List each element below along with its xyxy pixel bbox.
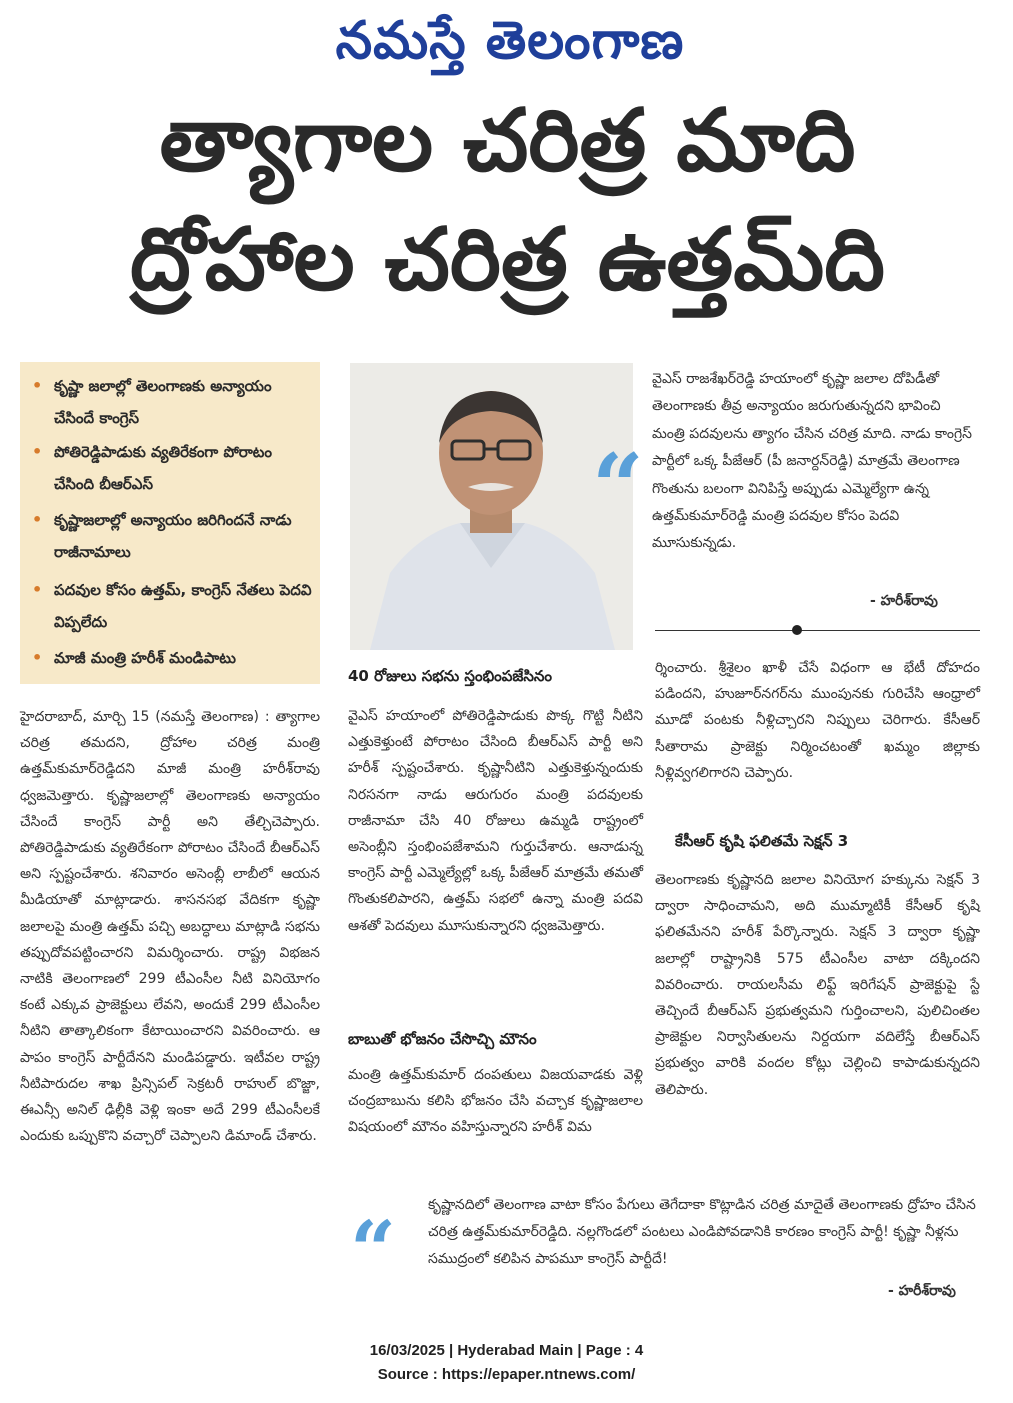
article-column-3b: తెలంగాణకు కృష్ణానది జలాల వినియోగ హక్కును సెక్షన్ 3 ద్వారా సాధించామని, అది ముమ్మాటికీ కేసీఆర్ కృషి ఫలితమేనని హరీశ్ పేర్కొన్నారు. సెక్షన్ 3 ద్వారా కృష్ణా జలాల్లో రాష్ట్రానికి 575 టీఎంసీల వాటా దక్కిందని వివరించారు. రాయలసీమ లిఫ్ట్ ఇరిగేషన్ ప్రాజెక్టుపై స్టే తెచ్చిందే బీఆర్‌ఎస్ ప్రభుత్వమని గుర్తించాలని, పులిచింతల ప్రాజెక్టుల నిర్వాసితులను నిర్దయగా వదిలేస్తే బీఆర్‌ఎస్ ప్రభుత్వం వారికి వందల కోట్లు చెల్లించి కాపాడుకున్నదని తెలిపారు.	[655, 872, 980, 1098]
highlights-box	[20, 362, 320, 684]
subheading-3: కేసీఆర్ కృషి ఫలితమే సెక్షన్ 3	[675, 832, 849, 850]
article-column-2a: వైఎస్ హయాంలో పోతిరెడ్డిపాడుకు పొక్క గొట్టి నీటిని ఎత్తుకెళ్తుంటే పోరాటం చేసింది బీఆర్‌ఎస్ పార్టీ అని హరీశ్ స్పష్టంచేశారు. కృష్ణానీటిని ఎత్తుకెళ్తున్నందుకు నిరసనగా నాడు ఆరుగురం మంత్రి పదవులకు రాజీనామా చేసి 40 రోజులు ఉమ్మడి రాష్ట్రంలో అసెంబ్లీని స్తంభింపజేశామని గుర్తుచేశారు. ఆనాడున్న కాంగ్రెస్ పార్టీ ఎమ్మెల్యేల్లో ఒక్క పీజేఆర్ మాత్రమే తమతో గొంతుకలిపారని, ఉత్తమ్ సభలో ఉన్నా మంత్రి పదవి ఆశతో పెదవులు మూసుకున్నారని ధ్వజమెత్తారు.	[348, 708, 643, 934]
headline-line-1: త్యాగాల చరిత్ర మాది	[159, 91, 856, 191]
pull-quote-1-author: - హరీశ్‌రావు	[870, 593, 938, 609]
bullet-icon: •	[32, 510, 43, 529]
pull-quote-2-author: - హరీశ్‌రావు	[888, 1283, 956, 1299]
bullet-icon: •	[32, 648, 43, 667]
pull-quote-2: కృష్ణానదిలో తెలంగాణ వాటా కోసం పేగులు తెగేదాకా కొట్లాడిన చరిత్ర మాదైతే తెలంగాణకు ద్రోహం చేసిన చరిత్ర ఉత్తమ్‌కుమార్‌రెడ్డిది. నల్లగొండలో పంటలు ఎండిపోవడానికి కారణం కాంగ్రెస్ పార్టీ! కృష్ణా నీళ్లను సముద్రంలో కలిపిన పాపమూ కాంగ్రెస్ పార్టీదే!	[428, 1197, 976, 1267]
portrait-photo	[350, 363, 633, 650]
highlight-item: • మాజీ మంత్రి హరీశ్ మండిపాటు	[32, 642, 314, 674]
portrait-illustration	[350, 363, 633, 650]
article-column-3a: ర్శించారు. శ్రీశైలం ఖాళీ చేసే విధంగా ఆ భేటీ దోహదం పడిందని, హుజూర్‌నగర్‌ను ముంపునకు గురిచేసి ఆంధ్రాలో మూడో పంటకు నీళ్లిచ్చారని నిప్పులు చెరిగారు. కేసీఆర్ సీతారామ ప్రాజెక్టు నిర్మించటంతో ఖమ్మం జిల్లాకు నీళ్లివ్వగలిగారని చెప్పారు.	[655, 660, 980, 781]
subheading-2: బాబుతో భోజనం చేసొచ్చి మౌనం	[348, 1030, 537, 1048]
highlight-item: • కృష్ణా జలాల్లో తెలంగాణకు అన్యాయం చేసిందే కాంగ్రెస్	[32, 370, 314, 434]
article-column-1: హైదరాబాద్, మార్చి 15 (నమస్తే తెలంగాణ) : త్యాగాల చరిత్ర తమదని, ద్రోహాల చరిత్ర మంత్రి ఉత్తమ్‌కుమార్‌రెడ్డిదని మాజీ మంత్రి హరీశ్‌రావు ధ్వజమెత్తారు. కృష్ణాజలాల్లో తెలంగాణకు అన్యాయం చేసిందే కాంగ్రెస్ పార్టీ అని తేల్చిచెప్పారు. పోతిరెడ్డిపాడుకు వ్యతిరేకంగా పోరాటం చేసిందే బీఆర్‌ఎస్ అని స్పష్టంచేశారు. శనివారం అసెంబ్లీ లాబీలో ఆయన మీడియాతో మాట్లాడారు. శాసనసభ వేదికగా కృష్ణా జలాలపై మంత్రి ఉత్తమ్ పచ్చి అబద్ధాలు మాట్లాడి సభను తప్పుదోవపట్టించారని విమర్శించారు. రాష్ట్ర విభజన నాటికి తెలంగాణలో 299 టీఎంసీల నీటి వినియోగం కంటే ఎక్కువ ప్రాజెక్టులు లేవని, అందుకే 299 టీఎంసీల నీటిని తాత్కాలికంగా కేటాయించారని వివరించారు. ఆ పాపం కాంగ్రెస్ పార్టీదేనని మండిపడ్డారు. ఇటీవల రాష్ట్ర నీటిపారుదల శాఖ ప్రిన్సిపల్ సెక్రటరీ రాహుల్ బొజ్జా, ఈఎన్సీ అనిల్ ఢిల్లీకి వెళ్లి ఇంకా అదే 299 టీఎంసీలకే ఎందుకు ఒప్పుకొని వచ్చారో చెప్పాలని డిమాండ్ చేశారు.	[20, 709, 320, 1145]
bullet-icon: •	[32, 442, 43, 461]
highlight-item: • కృష్ణాజలాల్లో అన్యాయం జరిగిందనే నాడు రాజీనామాలు	[32, 504, 314, 568]
divider-dot-icon	[792, 625, 802, 635]
pull-quote-1: వైఎస్ రాజశేఖర్‌రెడ్డి హయాంలో కృష్ణా జలాల దోపిడీతో తెలంగాణకు తీవ్ర అన్యాయం జరుగుతున్నదని భావించి మంత్రి పదవులను త్యాగం చేసిన చరిత్ర మాది. నాడు కాంగ్రెస్ పార్టీలో ఒక్క పీజేఆర్ (పీ జనార్దన్‌రెడ్డి) మాత్రమే తెలంగాణ గొంతును బలంగా వినిపిస్తే అప్పుడు ఎమ్మెల్యేగా ఉన్న ఉత్తమ్‌కుమార్‌రెడ్డి మంత్రి పదవుల కోసం పెదవి మూసుకున్నడు.	[652, 371, 972, 552]
subheading-1: 40 రోజులు సభను స్తంభింపజేసినం	[348, 667, 553, 685]
highlight-item: • పోతిరెడ్డిపాడుకు వ్యతిరేకంగా పోరాటం చేసింది బీఆర్‌ఎస్	[32, 436, 314, 500]
bullet-icon: •	[32, 580, 43, 599]
masthead-logo: నమస్తే తెలంగాణ	[335, 11, 685, 71]
headline-line-2: ద్రోహాల చరిత్ర ఉత్తమ్‌ది	[129, 210, 886, 310]
footer-source: Source : https://epaper.ntnews.com/	[377, 1366, 636, 1383]
bullet-icon: •	[32, 376, 43, 395]
quote-mark-icon: “	[350, 1203, 397, 1297]
highlight-item: • పదవుల కోసం ఉత్తమ్, కాంగ్రెస్ నేతలు పెదవి విప్పలేదు	[32, 574, 314, 638]
footer-date-edition: 16/03/2025 | Hyderabad Main | Page : 4	[369, 1342, 644, 1359]
quote-mark-icon: “	[592, 434, 644, 540]
divider-line	[655, 630, 980, 631]
article-column-2b: మంత్రి ఉత్తమ్‌కుమార్ దంపతులు విజయవాడకు వెళ్లి చంద్రబాబును కలిసి భోజనం చేసి వచ్చాక కృష్ణాజలాల విషయంలో మౌనం వహిస్తున్నారని హరీశ్ విమ	[348, 1067, 643, 1136]
